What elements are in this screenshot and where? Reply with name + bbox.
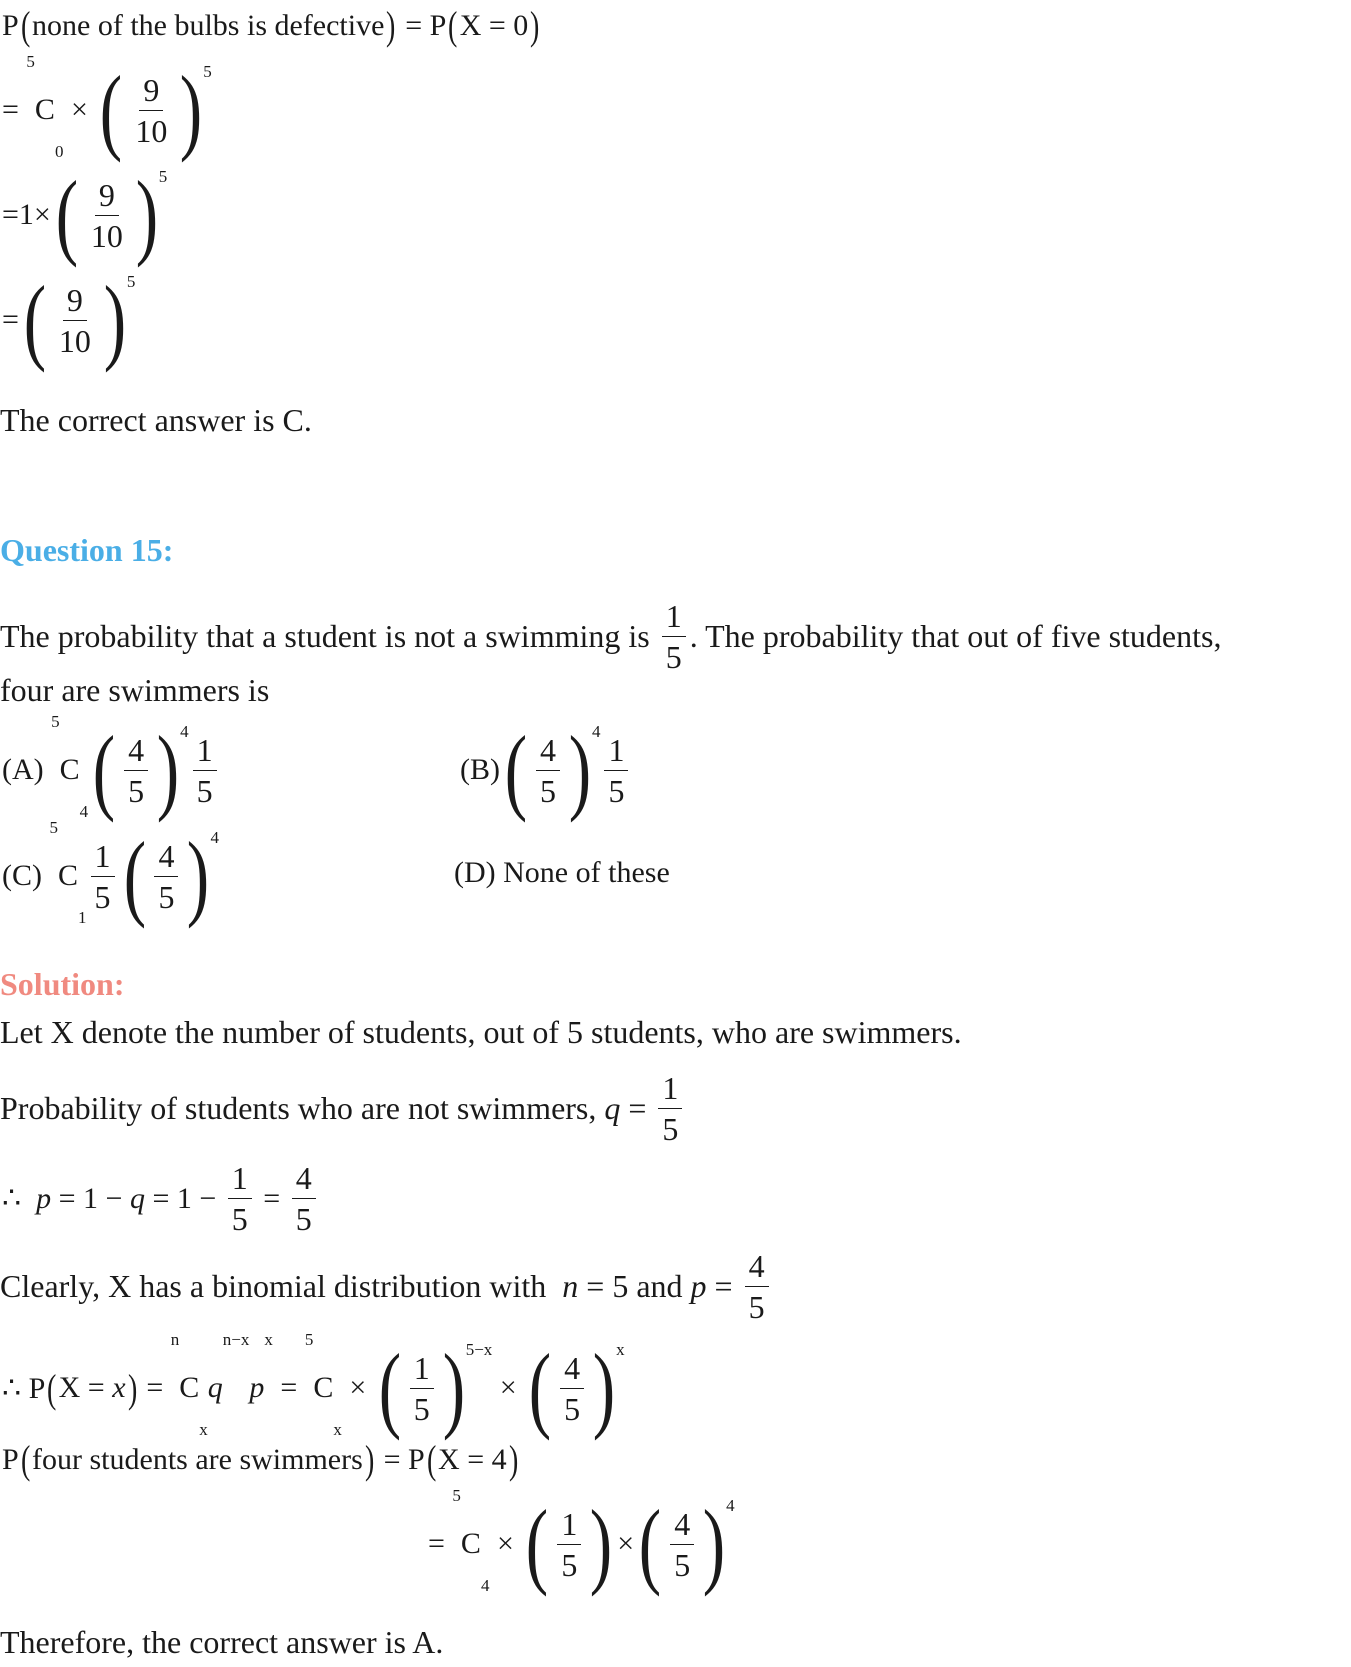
denominator: 5 <box>674 1546 691 1583</box>
parenthesized-group <box>88 716 189 823</box>
line-s5 <box>2 1330 625 1441</box>
fraction <box>536 730 560 811</box>
fraction <box>557 1504 581 1585</box>
text-run: none of the bulbs is defective <box>32 8 385 42</box>
right-paren: ) <box>135 161 158 268</box>
text-run: (C) <box>2 859 50 892</box>
numerator: 4 <box>124 730 148 771</box>
left-paren: ( <box>23 266 47 373</box>
left-paren: ( <box>528 1334 552 1441</box>
denominator: 5 <box>665 639 682 675</box>
text-run: P <box>2 8 19 42</box>
fraction <box>131 70 171 151</box>
right-paren: ) <box>127 1365 137 1411</box>
text-run: Probability of students who are not swimmers, <box>0 1090 605 1126</box>
text-run: =1× <box>2 198 51 231</box>
denominator: 10 <box>90 217 123 254</box>
fraction <box>124 730 148 811</box>
text-run: Clearly, X has a binomial distribution with <box>0 1268 563 1304</box>
line-qtext <box>0 596 1221 677</box>
text-run: C <box>179 1371 200 1404</box>
line-qtext2 <box>0 672 269 709</box>
denominator: 10 <box>135 112 168 149</box>
math-variable: p <box>249 1371 265 1404</box>
left-paren: ( <box>426 1437 437 1482</box>
left-paren: ( <box>123 822 146 929</box>
fraction <box>55 280 95 361</box>
numerator: 1 <box>658 1068 682 1109</box>
text-run: P <box>2 1442 19 1476</box>
text-run: ∴ <box>2 1182 37 1215</box>
text-run: Therefore, the correct answer is A. <box>0 1624 444 1660</box>
text-run: C <box>460 1527 481 1560</box>
text-run: = 5 and <box>578 1268 691 1304</box>
text-run: = <box>2 303 19 336</box>
text-run: = P <box>397 8 447 42</box>
denominator: 10 <box>58 322 91 359</box>
text-run: (D) None of these <box>454 856 670 889</box>
fraction <box>228 1158 252 1239</box>
line-optC <box>2 818 219 929</box>
subscript: 0 <box>54 142 64 161</box>
left-paren: ( <box>92 716 116 823</box>
line-l1 <box>2 2 542 49</box>
line-l3 <box>2 161 168 268</box>
numerator: 1 <box>604 730 628 771</box>
superscript: 5 <box>51 712 60 731</box>
right-paren: ) <box>530 3 540 48</box>
fraction <box>154 836 178 917</box>
exponent: 4 <box>726 1496 735 1515</box>
parenthesized-group <box>634 1490 735 1597</box>
text-run: ∴ P <box>2 1371 46 1405</box>
line-s1 <box>0 1014 962 1051</box>
denominator: 5 <box>94 878 111 915</box>
line-optA <box>2 712 221 823</box>
text-run: × <box>489 1527 522 1560</box>
math-variable: p <box>36 1181 52 1215</box>
text-run: = 1 − <box>144 1181 224 1215</box>
text-run: = <box>620 1090 655 1126</box>
left-paren: ( <box>55 161 79 268</box>
superscript: 5 <box>49 818 58 837</box>
fraction <box>604 730 628 811</box>
numerator: 1 <box>662 596 686 637</box>
text-run: = P <box>376 1442 425 1476</box>
denominator: 5 <box>608 772 625 809</box>
left-paren: ( <box>100 56 123 163</box>
numerator: 4 <box>670 1504 694 1545</box>
line-sol <box>0 966 124 1003</box>
parenthesized-group <box>425 1436 520 1483</box>
superscript: 5 <box>26 52 35 71</box>
numerator: 1 <box>193 730 217 771</box>
text-run: Question 15: <box>0 532 174 568</box>
math-variable: q <box>207 1371 223 1404</box>
text-run: X = 0 <box>459 8 529 42</box>
subscript: x <box>333 1420 342 1439</box>
text-run: = <box>272 1371 305 1404</box>
fraction <box>662 596 686 677</box>
parenthesized-group <box>500 716 601 823</box>
text-run: The correct answer is C. <box>0 402 312 438</box>
line-s3 <box>2 1158 320 1239</box>
parenthesized-group <box>19 266 136 373</box>
parenthesized-group <box>19 2 398 49</box>
line-ans2 <box>0 1624 443 1661</box>
text-run: C <box>313 1371 334 1404</box>
text-run: × <box>492 1371 525 1404</box>
text-run: × <box>341 1371 374 1404</box>
denominator: 5 <box>662 1111 679 1147</box>
text-run: (A) <box>2 753 52 786</box>
right-paren: ) <box>568 716 592 823</box>
left-paren: ( <box>639 1490 662 1597</box>
left-paren: ( <box>20 1437 31 1482</box>
text-run: C <box>58 859 79 892</box>
math-variable: q <box>129 1181 145 1215</box>
numerator: 1 <box>410 1348 434 1389</box>
denominator: 5 <box>196 772 213 809</box>
subscript: 4 <box>79 802 89 821</box>
line-s6 <box>2 1436 520 1483</box>
text-run: C <box>59 753 80 786</box>
denominator: 5 <box>413 1390 430 1427</box>
fraction <box>410 1348 434 1429</box>
superscript: n <box>170 1330 180 1349</box>
parenthesized-group <box>95 56 212 163</box>
text-run: Let X denote the number of students, out of 5 students, who are swimmers. <box>0 1014 962 1050</box>
parenthesized-group <box>446 2 541 49</box>
right-paren: ) <box>156 716 180 823</box>
fraction <box>292 1158 316 1239</box>
text-run: The probability that a student is not a swimming is <box>0 618 658 654</box>
denominator: 5 <box>748 1289 765 1325</box>
right-paren: ) <box>364 1437 375 1482</box>
fraction <box>670 1504 694 1585</box>
superscript: n−x <box>222 1330 250 1349</box>
line-optB <box>460 716 632 823</box>
text-run: × <box>63 93 96 126</box>
text-run: four students are swimmers <box>32 1442 363 1476</box>
right-paren: ) <box>386 3 396 48</box>
right-paren: ) <box>508 1437 518 1482</box>
math-variable: n <box>562 1268 579 1304</box>
left-paren: ( <box>20 3 31 48</box>
denominator: 5 <box>295 1201 312 1237</box>
exponent: 4 <box>210 828 219 847</box>
left-paren: ( <box>504 716 528 823</box>
numerator: 1 <box>228 1158 252 1199</box>
parenthesized-group <box>524 1334 625 1441</box>
text-run: X = <box>58 1371 113 1404</box>
exponent: 4 <box>180 722 189 741</box>
text-run: = <box>428 1527 453 1560</box>
line-l4 <box>2 266 136 373</box>
text-run: = <box>255 1181 288 1215</box>
math-variable: q <box>604 1090 621 1126</box>
math-variable: x <box>112 1371 126 1404</box>
text-run: × <box>617 1527 635 1560</box>
text-run: = 1 − <box>51 1181 130 1215</box>
text-run: . The probability that out of five students, <box>689 618 1222 654</box>
text-run: (B) <box>460 753 500 786</box>
numerator: 1 <box>557 1504 581 1545</box>
numerator: 4 <box>560 1348 584 1389</box>
denominator: 5 <box>539 772 556 809</box>
left-paren: ( <box>526 1490 549 1597</box>
right-paren: ) <box>590 1490 613 1597</box>
text-run: Solution: <box>0 966 125 1002</box>
text-run: = <box>706 1268 741 1304</box>
denominator: 5 <box>158 878 175 915</box>
math-variable: p <box>690 1268 707 1304</box>
numerator: 9 <box>95 175 119 216</box>
fraction <box>91 836 115 917</box>
text-run: = <box>2 93 27 126</box>
numerator: 1 <box>91 836 115 877</box>
parenthesized-group <box>521 1490 617 1597</box>
text-run: = <box>138 1371 171 1404</box>
parenthesized-group <box>45 1365 139 1412</box>
superscript: x <box>264 1330 273 1349</box>
right-paren: ) <box>180 56 203 163</box>
denominator: 5 <box>564 1390 581 1427</box>
fraction <box>745 1246 769 1327</box>
subscript: 1 <box>78 908 87 927</box>
denominator: 5 <box>128 772 145 809</box>
parenthesized-group <box>374 1334 493 1441</box>
line-s7 <box>428 1486 735 1597</box>
exponent: 5 <box>158 167 168 186</box>
superscript: 5 <box>304 1330 314 1349</box>
left-paren: ( <box>448 3 458 48</box>
subscript: x <box>199 1420 208 1439</box>
superscript: 5 <box>452 1486 461 1505</box>
fraction <box>560 1348 584 1429</box>
exponent: 5 <box>126 272 136 291</box>
exponent: x <box>616 1340 625 1359</box>
line-optD <box>454 856 670 890</box>
exponent: 4 <box>591 722 601 741</box>
right-paren: ) <box>442 1334 465 1441</box>
right-paren: ) <box>592 1334 616 1441</box>
denominator: 5 <box>231 1201 248 1237</box>
numerator: 4 <box>745 1246 769 1287</box>
text-run: C <box>34 93 55 126</box>
numerator: 4 <box>292 1158 316 1199</box>
line-l2 <box>2 52 212 163</box>
parenthesized-group <box>119 822 219 929</box>
numerator: 4 <box>154 836 178 877</box>
line-q15 <box>0 532 173 569</box>
fraction <box>658 1068 682 1149</box>
right-paren: ) <box>702 1490 726 1597</box>
text-run: X = 4 <box>438 1442 507 1476</box>
denominator: 5 <box>561 1546 578 1583</box>
exponent: 5−x <box>465 1340 493 1359</box>
line-ans1 <box>0 402 312 439</box>
exponent: 5 <box>203 62 212 81</box>
left-paren: ( <box>378 1334 401 1441</box>
text-run: four are swimmers is <box>0 672 270 708</box>
right-paren: ) <box>103 266 127 373</box>
fraction <box>193 730 217 811</box>
numerator: 9 <box>63 280 87 321</box>
numerator: 9 <box>139 70 163 111</box>
right-paren: ) <box>187 822 210 929</box>
parenthesized-group <box>51 161 168 268</box>
numerator: 4 <box>536 730 560 771</box>
subscript: 4 <box>480 1576 490 1595</box>
parenthesized-group <box>19 1436 376 1483</box>
left-paren: ( <box>47 1365 57 1411</box>
fraction <box>87 175 127 256</box>
line-s4 <box>0 1246 773 1327</box>
line-s2 <box>0 1068 686 1149</box>
